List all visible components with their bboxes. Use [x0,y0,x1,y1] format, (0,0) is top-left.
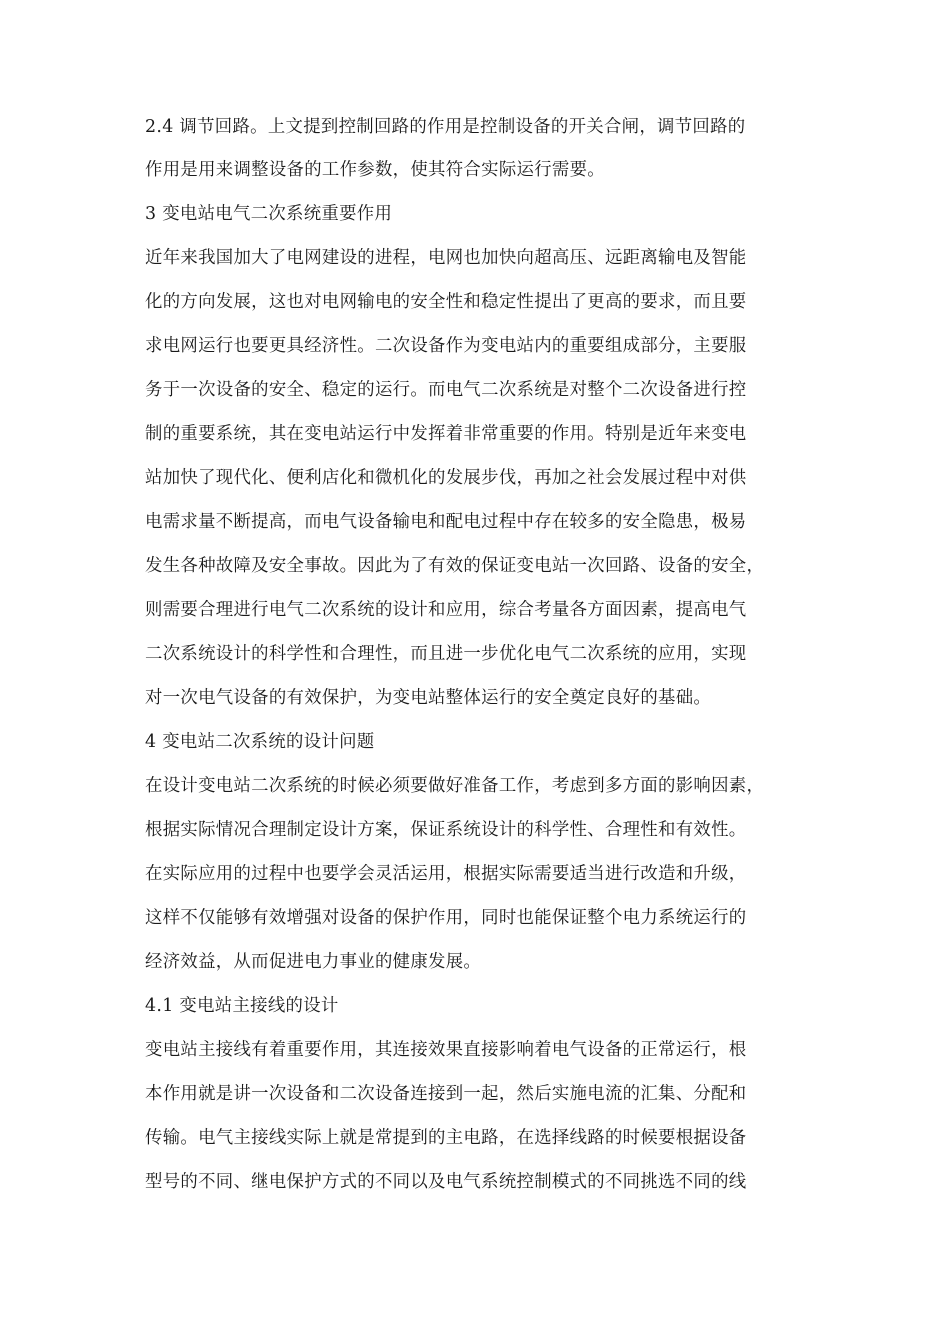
text-line: 2.4 调节回路。上文提到控制回路的作用是控制设备的开关合闸，调节回路的 [145,117,746,137]
text-line: 化的方向发展，这也对电网输电的安全性和稳定性提出了更高的要求，而且要 [145,292,747,312]
text-line: 电需求量不断提高，而电气设备输电和配电过程中存在较多的安全隐患，极易 [145,512,747,532]
text-line: 二次系统设计的科学性和合理性，而且进一步优化电气二次系统的应用，实现 [145,644,747,664]
text-line: 制的重要系统，其在变电站运行中发挥着非常重要的作用。特别是近年来变电 [145,424,747,444]
text-line: 经济效益，从而促进电力事业的健康发展。 [145,952,482,972]
text-line: 本作用就是讲一次设备和二次设备连接到一起，然后实施电流的汇集、分配和 [145,1084,747,1104]
text-line: 则需要合理进行电气二次系统的设计和应用，综合考量各方面因素，提高电气 [145,600,747,620]
text-line: 根据实际情况合理制定设计方案，保证系统设计的科学性、合理性和有效性。 [145,820,747,840]
section-heading: 4 变电站二次系统的设计问题 [145,732,375,752]
subsection-heading: 4.1 变电站主接线的设计 [145,996,339,1016]
text-line: 务于一次设备的安全、稳定的运行。而电气二次系统是对整个二次设备进行控 [145,380,747,400]
text-line: 在设计变电站二次系统的时候必须要做好准备工作，考虑到多方面的影响因素， [145,776,765,796]
text-line: 求电网运行也要更具经济性。二次设备作为变电站内的重要组成部分，主要服 [145,336,747,356]
text-line: 传输。电气主接线实际上就是常提到的主电路，在选择线路的时候要根据设备 [145,1128,747,1148]
text-line: 对一次电气设备的有效保护，为变电站整体运行的安全奠定良好的基础。 [145,688,712,708]
section-heading: 3 变电站电气二次系统重要作用 [145,204,393,224]
text-line: 型号的不同、继电保护方式的不同以及电气系统控制模式的不同挑选不同的线 [145,1172,747,1192]
text-line: 近年来我国加大了电网建设的进程，电网也加快向超高压、远距离输电及智能 [145,248,747,268]
text-line: 变电站主接线有着重要作用，其连接效果直接影响着电气设备的正常运行，根 [145,1040,747,1060]
text-line: 作用是用来调整设备的工作参数，使其符合实际运行需要。 [145,160,605,180]
text-line: 站加快了现代化、便利店化和微机化的发展步伐，再加之社会发展过程中对供 [145,468,747,488]
text-line: 这样不仅能够有效增强对设备的保护作用，同时也能保证整个电力系统运行的 [145,908,747,928]
text-line: 发生各种故障及安全事故。因此为了有效的保证变电站一次回路、设备的安全， [145,556,765,576]
text-line: 在实际应用的过程中也要学会灵活运用，根据实际需要适当进行改造和升级， [145,864,747,884]
